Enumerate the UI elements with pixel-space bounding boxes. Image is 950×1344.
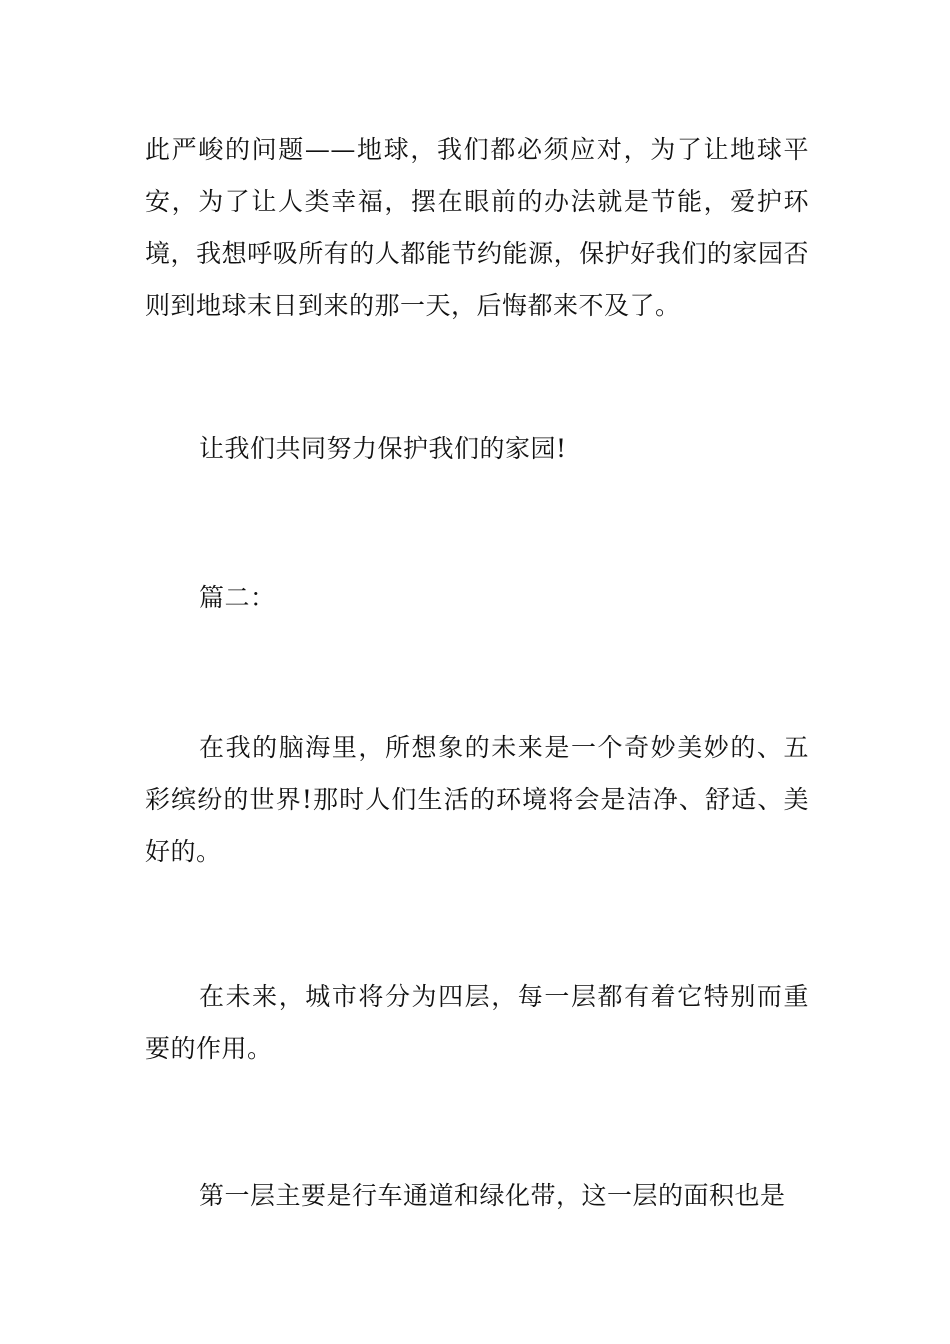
paragraph-protect-home: 让我们共同努力保护我们的家园! [199, 434, 567, 463]
paragraph-four-layer-city: 在未来，城市将分为四层，每一层都有着它特别而重要的作用。 [145, 982, 809, 1063]
section-heading-part-two: 篇二： [199, 583, 276, 612]
paragraph-first-layer: 第一层主要是行车通道和绿化带，这一层的面积也是 [199, 1181, 786, 1210]
paragraph-future-world: 在我的脑海里，所想象的未来是一个奇妙美妙的、五彩缤纷的世界!那时人们生活的环境将会是洁净、舒适、美好的。 [145, 733, 809, 866]
paragraph-energy-conservation: 此严峻的问题——地球，我们都必须应对，为了让地球平安，为了让人类幸福，摆在眼前的办法就是节能，爱护环境，我想呼吸所有的人都能节约能源，保护好我们的家园否则到地球末日到来的那一天，后悔都来不及了。 [145, 135, 809, 320]
